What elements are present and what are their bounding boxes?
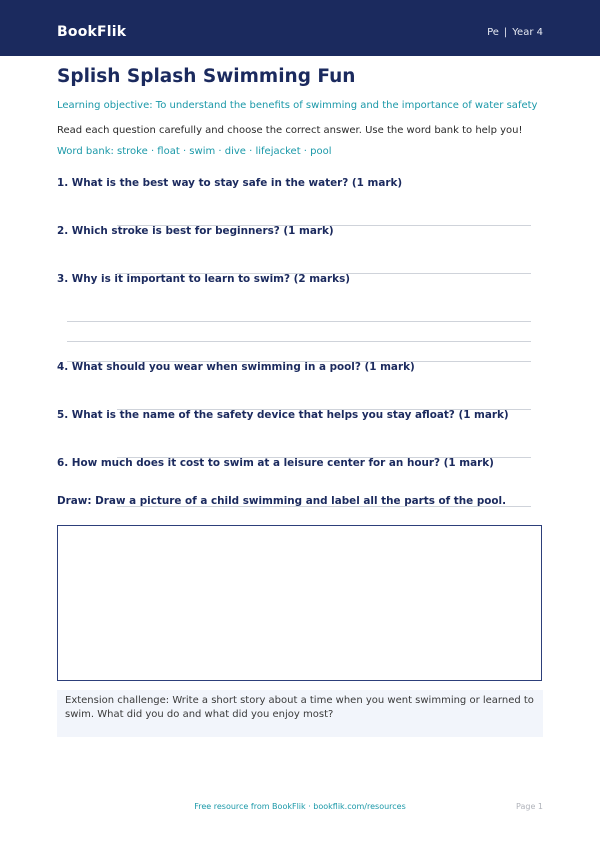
page-header bbox=[0, 0, 600, 56]
instructions-text: Read each question carefully and choose the correct answer. Use the word bank to help you! bbox=[57, 125, 523, 136]
page-number: Page 1 bbox=[516, 802, 543, 811]
extension-challenge: Extension challenge: Write a short story about a time when you went swimming or learned to swim. What did you do and what did you enjoy most? bbox=[57, 690, 543, 737]
learning-objective: Learning objective: To understand the benefits of swimming and the importance of water safety bbox=[57, 100, 538, 111]
subject-year-label bbox=[487, 27, 543, 38]
question-5: 5. What is the name of the safety device that helps you stay afloat? (1 mark) bbox=[57, 409, 509, 421]
answer-line-3b[interactable] bbox=[67, 341, 531, 342]
question-3: 3. Why is it important to learn to swim? (2 marks) bbox=[57, 273, 351, 285]
year-label: Year 4 bbox=[512, 27, 543, 38]
question-1: 1. What is the best way to stay safe in the water? (1 mark) bbox=[57, 177, 403, 189]
footer-credit[interactable]: Free resource from BookFlik · bookflik.com/resources bbox=[194, 802, 406, 811]
meta-separator: | bbox=[503, 27, 508, 38]
draw-prompt: Draw: Draw a picture of a child swimming and label all the parts of the pool. bbox=[57, 495, 507, 507]
subject-label: Pe bbox=[487, 27, 499, 38]
question-4: 4. What should you wear when swimming in a pool? (1 mark) bbox=[57, 361, 415, 373]
draw-prompt-underline bbox=[117, 506, 531, 507]
question-6: 6. How much does it cost to swim at a leisure center for an hour? (1 mark) bbox=[57, 457, 494, 469]
worksheet-title: Splish Splash Swimming Fun bbox=[57, 66, 356, 87]
drawing-area[interactable] bbox=[57, 525, 542, 681]
word-bank: Word bank: stroke · float · swim · dive · lifejacket · pool bbox=[57, 146, 332, 157]
brand-logo-text[interactable]: BookFlik bbox=[57, 24, 127, 40]
question-2: 2. Which stroke is best for beginners? (1 mark) bbox=[57, 225, 334, 237]
answer-line-3a[interactable] bbox=[67, 321, 531, 322]
